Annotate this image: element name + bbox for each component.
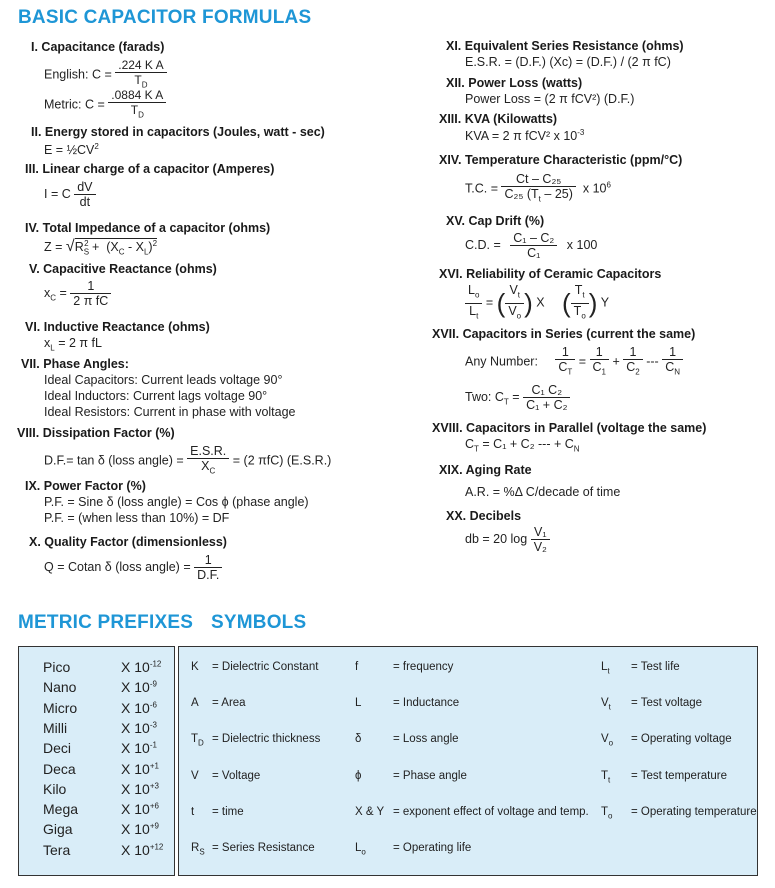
section-13-title: XIII. KVA (Kilowatts) <box>439 112 558 126</box>
section-4-title: IV. Total Impedance of a capacitor (ohms) <box>25 221 271 235</box>
section-19-title: XIX. Aging Rate <box>439 463 532 477</box>
symbol-definition: = Operating temperature <box>631 805 757 818</box>
english-fraction: $\frac{\text{.224 K A}}{T_D}$ <box>115 58 166 92</box>
section-10-title: X. Quality Factor (dimensionless) <box>29 535 227 549</box>
prefix-value: X $10^{-12}$ <box>121 659 162 675</box>
symbol-letter: $T_D$ <box>191 733 204 748</box>
section-5-formula: $x_C$ = $\frac{1}{\text{2 π fC}}$ <box>44 279 111 308</box>
prefix-row <box>43 659 168 677</box>
section-20-title: XX. Decibels <box>446 509 522 523</box>
symbols-heading: SYMBOLS <box>211 612 307 633</box>
symbol-letter: $T_t$ <box>601 769 611 784</box>
symbol-letter: A <box>191 697 199 710</box>
prefix-name: Deci <box>43 740 72 757</box>
section-18-title: XVIII. Capacitors in Parallel (voltage the same) <box>432 421 707 435</box>
prefix-value: X $10^{-1}$ <box>121 740 157 757</box>
symbol-letter: ϕ <box>355 769 362 782</box>
section-7-title: VII. Phase Angles: <box>21 357 129 371</box>
section-9-title: IX. Power Factor (%) <box>25 479 146 493</box>
symbol-letter: $V_t$ <box>601 697 611 712</box>
section-3-formula: I = C $\frac{dV}{dt}$ <box>44 180 96 209</box>
section-16-formula: $\frac{L_o}{L_t}$ = ( $\frac{V_t}{V_o}$ ) X ( $\frac{T_t}{T_o}$ ) Y <box>465 283 609 323</box>
metric-fraction: $\frac{\text{.0884 K A}}{T_D}$ <box>108 88 166 122</box>
prefix-row <box>43 781 168 799</box>
section-16-title: XVI. Reliability of Ceramic Capacitors <box>439 267 662 281</box>
section-2-title: II. Energy stored in capacitors (Joules, watt - sec) <box>31 125 325 139</box>
section-14-title: XIV. Temperature Characteristic (ppm/°C) <box>439 153 683 167</box>
section-14-formula: T.C. = $\frac{\text{Ct – C₂₅}}{C_{25} (T_t - 25)}$ x $10^6$ <box>465 172 611 204</box>
section-3-title: III. Linear charge of a capacitor (Amperes) <box>25 162 275 176</box>
symbol-letter: X & Y <box>355 805 385 818</box>
section-2-formula: $E = \frac{1}{2}CV^2$ <box>44 142 99 158</box>
prefixes-heading: METRIC PREFIXES <box>18 612 194 633</box>
symbols-panel <box>178 646 758 876</box>
prefix-value: X $10^{-9}$ <box>121 679 157 696</box>
symbol-definition: = frequency <box>393 661 454 673</box>
prefix-name: Giga <box>43 821 73 838</box>
symbol-definition: = Test voltage <box>631 697 703 710</box>
prefix-row <box>43 740 168 758</box>
section-9-line-1: P.F. = Sine δ (loss angle) = Cos ϕ (phase angle) <box>44 495 309 509</box>
section-12-formula: Power Loss = (2 π fCV²) (D.F.) <box>465 92 635 106</box>
symbol-definition: = exponent effect of voltage and temp. <box>393 805 589 818</box>
section-17-title: XVII. Capacitors in Series (current the same) <box>432 327 696 341</box>
symbol-letter: δ <box>355 733 362 746</box>
prefix-value: X $10^{-3}$ <box>121 719 157 736</box>
section-1-english: English: C = $\frac{\text{.224 K A}}{T_D}$ <box>44 58 167 92</box>
prefix-value: X $10^{+12}$ <box>121 841 164 858</box>
section-17-any: Any Number: $\frac{1}{C_T}$ = $\frac{1}{C_1}$ + $\frac{1}{C_2}$ --- $\frac{1}{C_N}$ <box>465 345 683 380</box>
prefix-value: X $10^{+9}$ <box>121 821 159 838</box>
prefix-row <box>43 700 168 718</box>
symbol-definition: = Area <box>212 697 246 710</box>
prefix-name: Tera <box>43 841 71 858</box>
symbol-definition: = time <box>212 805 244 818</box>
prefix-row <box>43 821 168 839</box>
symbol-definition: = Test temperature <box>631 769 727 782</box>
prefix-row <box>43 801 168 819</box>
prefix-name: Pico <box>43 659 71 675</box>
symbol-definition: = Dielectric thickness <box>212 733 321 746</box>
symbol-definition: = Voltage <box>212 769 261 782</box>
symbol-definition: = Series Resistance <box>212 842 315 854</box>
section-6-title: VI. Inductive Reactance (ohms) <box>25 320 210 334</box>
symbol-letter: f <box>355 661 359 673</box>
section-4-formula: $Z = √R_S^2 + (X_C - X_L)^2$ <box>44 238 158 257</box>
section-8-formula: D.F.= tan δ (loss angle) = $\frac{E.S.R.}{X_C}$ = (2 πfC) (E.S.R.) <box>44 444 332 476</box>
section-15-formula: C.D. = $\frac{\text{C₁ – C₂}}{\text{C₁}}$ x 100 <box>465 231 598 260</box>
section-11-title: XI. Equivalent Series Resistance (ohms) <box>446 39 684 53</box>
prefix-value: X $10^{+6}$ <box>121 801 159 818</box>
symbol-definition: = Loss angle <box>393 733 459 746</box>
prefix-name: Kilo <box>43 780 67 797</box>
prefix-value: X $10^{+3}$ <box>121 780 159 797</box>
symbol-letter: $L_t$ <box>601 661 610 676</box>
prefixes-panel <box>18 646 175 876</box>
symbol-letter: $V_o$ <box>601 733 614 748</box>
prefix-name: Mega <box>43 801 79 818</box>
prefix-name: Nano <box>43 679 77 696</box>
sqrt-icon: √ <box>65 238 75 255</box>
section-13-formula: KVA = 2 π fCV² x $10^{-3}$ <box>465 128 585 144</box>
prefix-row <box>43 842 168 860</box>
prefix-row <box>43 761 168 779</box>
symbol-definition: = Operating life <box>393 842 472 854</box>
section-9-line-2: P.F. = (when less than 10%) = DF <box>44 511 230 525</box>
section-15-title: XV. Cap Drift (%) <box>446 214 545 228</box>
symbol-definition: = Phase angle <box>393 769 467 782</box>
section-19-formula: A.R. = %Δ C/decade of time <box>465 485 621 499</box>
symbol-letter: $R_S$ <box>191 842 205 857</box>
section-7-line-2: Ideal Inductors: Current lags voltage 90° <box>44 389 268 403</box>
section-18-formula: $C_T = C_1 + C_2$ --- + $C_N$ <box>465 437 580 454</box>
prefix-value: X $10^{+1}$ <box>121 760 159 777</box>
symbol-definition: = Operating voltage <box>631 733 732 746</box>
symbol-letter: K <box>191 661 199 673</box>
symbol-letter: $L_o$ <box>355 842 366 857</box>
section-1-metric: Metric: C = $\frac{\text{.0884 K A}}{T_D}$ <box>44 88 166 122</box>
symbol-definition: = Dielectric Constant <box>212 661 319 673</box>
section-8-title: VIII. Dissipation Factor (%) <box>17 426 175 440</box>
section-5-title: V. Capacitive Reactance (ohms) <box>29 262 217 276</box>
symbol-letter: L <box>355 697 362 710</box>
section-7-line-1: Ideal Capacitors: Current leads voltage 90° <box>44 373 283 387</box>
main-heading: BASIC CAPACITOR FORMULAS <box>18 7 312 28</box>
symbol-letter: t <box>191 805 195 818</box>
prefix-value: X $10^{-6}$ <box>121 699 157 716</box>
section-11-formula: E.S.R. = (D.F.) (Xc) = (D.F.) / (2 π fC) <box>465 55 671 69</box>
section-1-title: I. Capacitance (farads) <box>31 40 165 54</box>
section-17-two: Two: $C_T$ = $\frac{\text{C₁ C₂}}{\text{C₁ + C₂}}$ <box>465 383 570 412</box>
prefix-row <box>43 679 168 697</box>
section-7-line-3: Ideal Resistors: Current in phase with voltage <box>44 405 296 419</box>
section-20-formula: db = 20 log $\frac{\text{V₁}}{\text{V₂}}$ <box>465 525 550 554</box>
prefix-name: Milli <box>43 719 68 736</box>
symbol-letter: $T_o$ <box>601 805 613 821</box>
section-6-formula: $x_L = 2$ π fL <box>44 336 102 353</box>
prefix-name: Deca <box>43 760 76 777</box>
section-12-title: XII. Power Loss (watts) <box>446 76 583 90</box>
prefix-name: Micro <box>43 699 78 716</box>
symbol-letter: V <box>191 769 199 782</box>
prefix-row <box>43 720 168 738</box>
section-10-formula: Q = Cotan δ (loss angle) = $\frac{1}{D.F.}$ <box>44 553 222 582</box>
symbol-definition: = Inductance <box>393 697 460 710</box>
symbol-definition: = Test life <box>631 661 680 673</box>
